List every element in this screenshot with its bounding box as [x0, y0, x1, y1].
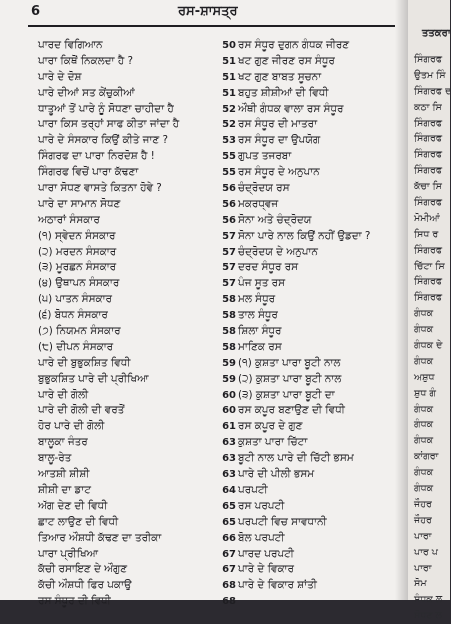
- facing-page-entry: ਸਿੰਗਰਫ: [414, 117, 443, 129]
- facing-page-entry: ਸਿੰਗਰਫ: [414, 292, 443, 304]
- toc-entry: ਧਾਤੂਆਂ ਤੋਂ ਪਾਰੇ ਨੂੰ ਸੋਧਣਾ ਚਾਹੀਦਾ ਹੈ: [38, 102, 174, 115]
- toc-entry: ਖਟ ਗੁਣ ਬਾਬਤ ਸੂਚਨਾ: [238, 70, 322, 83]
- toc-page-number: 53: [222, 135, 236, 147]
- toc-entry: ਪਾਰੇ ਦੇ ਸੰਸਕਾਰ ਕਿਉਂ ਕੀਤੇ ਜਾਣ ?: [38, 134, 168, 147]
- toc-page-number: 55: [222, 167, 236, 179]
- toc-entry: ਸ਼ਿਲਾ ਸੰਧੂਰ: [238, 325, 282, 338]
- facing-page-entry: ਗੰਧਕ: [414, 324, 434, 336]
- toc-left-column: [38, 38, 210, 610]
- toc-entry: ਪਰਪਟੀ: [238, 483, 268, 496]
- toc-page-number: 67: [222, 564, 236, 576]
- toc-page-number: 56: [222, 198, 236, 210]
- toc-page-number: 51: [222, 71, 236, 83]
- toc-entry: ਔਥੀ ਗੰਧਕ ਵਾਲਾ ਰਸ ਸੰਧੂਰ: [238, 102, 344, 115]
- toc-page-number: 52: [222, 119, 236, 131]
- toc-page-number: 57: [222, 230, 236, 242]
- toc-entry: ਰਸ ਪਰਪਟੀ: [238, 499, 285, 512]
- toc-page-number: 58: [222, 310, 236, 322]
- toc-entry: ਰਸ ਸੰਧੂਰ ਦਾ ਉਪਯੋਗ: [238, 134, 321, 147]
- toc-entry: ਰਸ ਸੰਧੂਰ ਦੀ ਮਾਤਰਾ: [238, 118, 318, 131]
- toc-entry: (੭) ਨਿਯਮਨ ਸੰਸਕਾਰ: [38, 325, 121, 338]
- facing-page-entry: ਗੰਧਕ: [414, 467, 434, 479]
- toc-page-number: 68: [222, 596, 236, 608]
- facing-page-entry: ਪਾਰਾ: [414, 562, 432, 574]
- toc-entry: ਪਾਰੇ ਦੀ ਗੋਲੀ ਦੀ ਵਰਤੋਂ: [38, 404, 125, 417]
- toc-entry: ਪਾਰੇ ਦੀ ਪੀਲੀ ਭਸਮ: [238, 468, 315, 481]
- toc-entry: ਰਸ ਕਪੂਰ ਬਣਾਉਣ ਦੀ ਵਿਧੀ: [238, 404, 345, 417]
- facing-page-entry: ਕੱਚਾ ਸਿ: [414, 181, 443, 193]
- toc-entry: (੨) ਮਰਦਨ ਸੰਸਕਾਰ: [38, 245, 117, 258]
- toc-entry: ਪੰਜ ਸੂਤ ਰਸ: [238, 277, 286, 290]
- toc-entry: ਆਤਸ਼ੀ ਸ਼ੀਸ਼ੀ: [38, 468, 90, 481]
- toc-page-number: 63: [222, 469, 236, 481]
- facing-page-entry: ਗੰਧਕ: [414, 355, 434, 367]
- toc-page-number: 50: [222, 40, 236, 51]
- toc-page-number: 65: [222, 500, 236, 512]
- facing-page-entry: ਸ਼ੁਧ ਗੰ: [414, 387, 436, 399]
- toc-entry: ਪਾਰੇ ਦੀਆਂ ਸਤ ਕੇਂਚੁਕੀਆਂ: [38, 86, 135, 99]
- header-rule: [28, 25, 395, 27]
- toc-entry: ਸੋਨਾ ਅਤੇ ਚੰਦ੍ਰੋਦਯ: [238, 213, 312, 226]
- facing-page-entry: ਸੋਧਣ ਲ: [414, 610, 442, 622]
- toc-entry: ਬੋਲ ਪਰਪਟੀ: [238, 531, 285, 544]
- facing-page-entry: ਜੌਹਰ: [414, 514, 432, 526]
- toc-entry: ਪਾਰੇ ਦੇ ਦੋਸ਼: [38, 70, 82, 83]
- toc-page-number: 61: [222, 421, 236, 433]
- toc-entry: (੪) ਉਥਾਪਨ ਸੰਸਕਾਰ: [38, 277, 120, 290]
- facing-page-entry: ਕਠਾ ਸਿ: [414, 101, 442, 113]
- toc-entry: ਦਰਦ ਸੰਧੂਰ ਰਸ: [238, 261, 299, 274]
- facing-page-entry: ਸਿੰਗਰਫ: [414, 276, 443, 288]
- toc-entry: ਪਾਰੇ ਦੇ ਵਿਕਾਰ: [238, 563, 294, 576]
- toc-entry: ਸਿੰਗਰਫ ਵਿਚੋਂ ਪਾਰਾ ਕੱਢਣਾ: [38, 166, 139, 179]
- toc-entry: ਬਾਲੂਕਾ ਜੰਤਰ: [38, 436, 88, 449]
- facing-page-entry: ਗੰਧਕ: [414, 419, 434, 431]
- toc-page-number: 64: [222, 484, 236, 496]
- toc-entry: ਅਠਾਰਾਂ ਸੰਸਕਾਰ: [38, 213, 100, 226]
- toc-entry: ਪਾਰੇ ਦੀ ਬੁਭੁਕਸ਼ਿਤ ਵਿਧੀ: [38, 356, 131, 369]
- toc-page-number: 59: [222, 373, 236, 385]
- toc-entry: ਰਸ ਕਪੂਰ ਦੇ ਗੁਣ: [238, 420, 303, 433]
- toc-entry: ਪਾਰਾ ਸੋਧਣ ਵਾਸਤੇ ਕਿਤਨਾ ਹੋਵੇ ?: [38, 182, 162, 195]
- toc-entry: ਬੂਟੀ ਨਾਲ ਪਾਰੇ ਦੀ ਚਿੱਟੀ ਭਸਮ: [238, 452, 354, 465]
- toc-entry: (੨) ਕੁਸ਼ਤਾ ਪਾਰਾ ਬੂਟੀ ਨਾਲ: [238, 372, 342, 385]
- toc-entry: (੮) ਦੀਪਨ ਸੰਸਕਾਰ: [38, 340, 114, 353]
- toc-entry: ਸੋਨਾ ਪਾਰੇ ਨਾਲ ਕਿਉਂ ਨਹੀਂ ਉਡਦਾ ?: [238, 229, 371, 242]
- toc-page-number: 56: [222, 214, 236, 226]
- facing-page-entry: ਸਿਧ ਰ: [414, 228, 439, 240]
- toc-entry: ਖਟ ਗੁਣ ਜੀਰਣ ਰਸ ਸੰਧੂਰ: [238, 54, 335, 67]
- facing-page-entry: ਮੋਮੀਆਂ: [414, 212, 440, 224]
- toc-entry: (੫) ਪਾਤਨ ਸੰਸਕਾਰ: [38, 293, 112, 306]
- toc-page-number: 56: [222, 183, 236, 195]
- facing-page-entry: ਸਿੰਗਰਫ: [414, 54, 443, 65]
- facing-page-heading: ਤਤਕਰਾ: [422, 28, 451, 39]
- facing-page-column: [414, 52, 450, 624]
- toc-page-number: 65: [222, 516, 236, 528]
- toc-page-number: 63: [222, 437, 236, 449]
- facing-page-entry: ਸਿੰਗਰਫ: [414, 197, 443, 209]
- toc-entry: ਪਾਰੇ ਦੇ ਵਿਕਾਰ ਸ਼ਾਂਤੀ: [238, 579, 317, 592]
- facing-page-entry: ਸੋਮ: [414, 578, 427, 590]
- toc-page-number: 67: [222, 548, 236, 560]
- facing-page-entry: ਗੰਧਕ: [414, 308, 434, 320]
- toc-page-numbers: [212, 38, 236, 610]
- toc-entry: ਸ਼ੀਸ਼ੀ ਦਾ ਡਾਟ: [38, 483, 91, 496]
- toc-entry: ਪਰਪਟੀ ਵਿਚ ਸਾਵਧਾਨੀ: [238, 515, 327, 528]
- toc-entry: ਪਾਰਾ ਪ੍ਰੀਖਿਆ: [38, 547, 98, 560]
- toc-entry: ਸਿੰਗਰਫ ਦਾ ਪਾਰਾ ਨਿਰਦੋਸ਼ ਹੈ !: [38, 150, 155, 163]
- facing-page-entry: ਉਤਮ ਸਿੰ: [414, 69, 446, 81]
- toc-page-number: 51: [222, 55, 236, 67]
- toc-page-number: 51: [222, 87, 236, 99]
- toc-entry: (੧) ਸ੍ਵੇਦਨ ਸੰਸਕਾਰ: [38, 229, 116, 242]
- facing-page-entry: ਗੰਧਕ ਦੇ: [414, 340, 443, 352]
- toc-entry: (੬) ਬੋਧਨ ਸੰਸਕਾਰ: [38, 309, 108, 322]
- facing-page-entry: ਸਿੰਗਰਫ ਦ: [414, 85, 451, 97]
- facing-page-entry: ਸੰਧਕ ਲ: [414, 594, 443, 606]
- toc-entry: ਤਾਲ ਸੰਧੂਰ: [238, 309, 278, 322]
- toc-entry: ਪਾਰਾ ਕਿਸ ਤਰ੍ਹਾਂ ਸਾਫ ਕੀਤਾ ਜਾਂਦਾ ਹੈ: [38, 118, 180, 131]
- toc-page-number: 63: [222, 453, 236, 465]
- toc-entry: ਮਕਰਧ੍ਵਜ: [238, 197, 279, 210]
- toc-page-number: 52: [222, 103, 236, 115]
- toc-page-number: 60: [222, 405, 236, 417]
- toc-entry: (੧) ਕੁਸ਼ਤਾ ਪਾਰਾ ਬੂਟੀ ਨਾਲ: [238, 356, 341, 369]
- toc-entry: (੩) ਕੁਸ਼ਤਾ ਪਾਰਾ ਬੂਟੀ ਦਾ: [238, 388, 335, 401]
- facing-page-entry: ਗੰਧਕ: [414, 483, 434, 495]
- toc-entry: ਕੱਚੀ ਰਸਾਇਣ ਦੇ ਔਗੁਣ: [38, 563, 128, 576]
- facing-page-entry: ਗੰਧਕ: [414, 403, 434, 415]
- page-number: 6: [31, 4, 41, 19]
- facing-page-entry: ਅਸ਼ੁਧ: [414, 371, 435, 383]
- toc-page-number: 57: [222, 278, 236, 290]
- facing-page-entry: ਪਾਰ ਪ: [414, 546, 438, 558]
- toc-page-number: 68: [222, 580, 236, 592]
- toc-entry: ਮਲ ਸੰਧੂਰ: [238, 293, 276, 306]
- toc-entry: ਚੰਦ੍ਰੋਦਯ ਰਸ: [238, 182, 290, 195]
- toc-entry: (੩) ਮੂਰਛਨ ਸੰਸਕਾਰ: [38, 261, 117, 274]
- facing-page-entry: ਗੰਧਕ: [414, 435, 434, 447]
- toc-right-column: [238, 38, 396, 594]
- facing-page-entry: ਜੌਹਰ: [414, 498, 432, 510]
- toc-page-number: 59: [222, 357, 236, 369]
- toc-page-number: 60: [222, 389, 236, 401]
- toc-entry: ਤਿਆਰ ਔਸ਼ਧੀ ਕੱਢਣ ਦਾ ਤਰੀਕਾ: [38, 531, 162, 544]
- toc-entry: ਕੱਚੀ ਔਸ਼ਧੀ ਫਿਰ ਪਕਾਉ: [38, 579, 132, 592]
- book-gutter-shadow: [395, 0, 408, 600]
- toc-entry: ਕੁਸ਼ਤਾ ਪਾਰਾ ਚਿੱਟਾ: [238, 436, 308, 449]
- toc-entry: ਪਾਰਦ ਵਿਗਿਆਨ: [38, 39, 103, 51]
- facing-page-entry: ਕਾਂਗਰਾ: [414, 451, 439, 463]
- toc-entry: ਪਾਰਦ ਪਰਪਟੀ: [238, 547, 294, 560]
- toc-entry: ਪਾਰੇ ਦੀ ਗੋਲੀ: [38, 388, 89, 401]
- facing-page-entry: ਸਿੰਗਰਫ: [414, 149, 443, 161]
- toc-page-number: 57: [222, 246, 236, 258]
- toc-entry: ਬੁਭੁਕਸ਼ਿਤ ਪਾਰੇ ਦੀ ਪ੍ਰੀਖਿਆ: [38, 372, 149, 385]
- toc-entry: ਰਸ ਸੰਧੂਰ ਦੁਗਨ ਗੰਧਕ ਜੀਰਣ: [238, 39, 350, 51]
- facing-page-entry: ਚਿੱਟਾ ਸਿ: [414, 260, 445, 272]
- toc-entry: ਛਾਟ ਲਾਉਣ ਦੀ ਵਿਧੀ: [38, 515, 119, 528]
- toc-page-number: 55: [222, 151, 236, 163]
- toc-entry: ਹੋਰ ਪਾਰੇ ਦੀ ਗੋਲੀ: [38, 420, 105, 433]
- facing-page: [408, 0, 451, 622]
- facing-page-entry: ਸਿੰਗਰਫ: [414, 244, 443, 256]
- toc-entry: ਬਹੁਤ ਸ਼ੀਸ਼ੀਆਂ ਦੀ ਵਿਧੀ: [238, 86, 329, 99]
- toc-page-number: 58: [222, 341, 236, 353]
- toc-entry: ਅੱਗ ਦੇਣ ਦੀ ਵਿਧੀ: [38, 499, 108, 512]
- toc-entry: ਗੁਪਤ ਤਜਰਬਾ: [238, 150, 292, 163]
- facing-page-entry: ਪਾਰਾ: [414, 530, 432, 542]
- facing-page-entry: ਸਿੰਗਰਫ: [414, 165, 443, 177]
- facing-page-entry: ਸਿੰਗਰਫ: [414, 133, 443, 145]
- toc-page-number: 58: [222, 326, 236, 338]
- toc-entry: ਪਾਰਾ ਕਿਥੋਂ ਨਿਕਲਦਾ ਹੈ ?: [38, 54, 134, 67]
- toc-page-number: 57: [222, 262, 236, 274]
- toc-page-number: 58: [222, 294, 236, 306]
- toc-entry: ਬਾਲੂ-ਰੇਤ: [38, 452, 72, 465]
- toc-entry: ਰਸ ਸੰਧੂਰ ਦੇ ਅਨੁਪਾਨ: [238, 166, 320, 179]
- toc-entry: ਚੰਦ੍ਰੋਦਯ ਦੇ ਅਨੁਪਾਨ: [238, 245, 318, 258]
- toc-entry: ਰਸ ਸੰਧੂਰ ਦੀ ਵਿਧੀ: [38, 595, 111, 608]
- toc-page-number: 66: [222, 532, 236, 544]
- page-title: ਰਸ-ਸ਼ਾਸਤ੍ਰ: [178, 4, 238, 19]
- toc-entry: ਮਾਣਿਕ ਰਸ: [238, 340, 282, 353]
- toc-entry: ਪਾਰੇ ਦਾ ਸਾਮਾਨ ਸੋਧਣ: [38, 197, 121, 210]
